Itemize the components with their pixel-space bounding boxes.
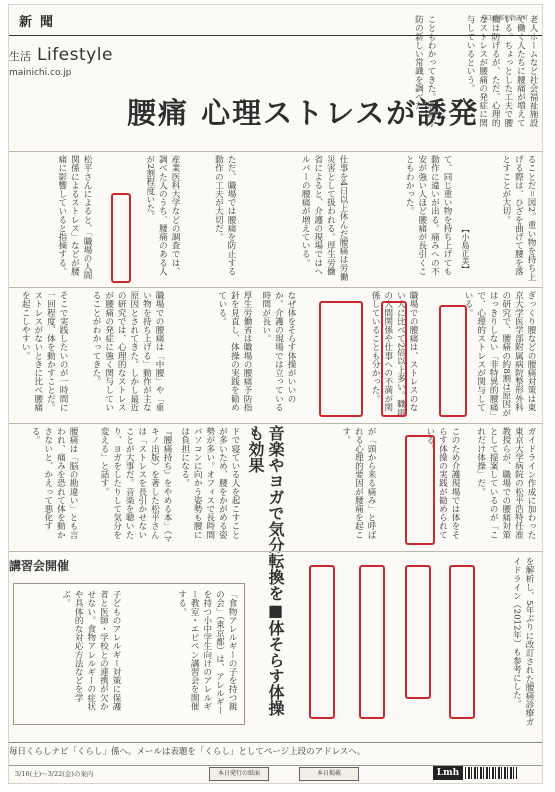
edition-note: 第3種郵便物認可: [482, 15, 528, 22]
footer-rule: [9, 742, 542, 743]
masthead: 新聞: [19, 15, 62, 30]
highlight-mark: [319, 301, 363, 417]
lead-paragraph-1: 老人ホームなど社会福祉施設で働く人たちに腰痛が増えている。ちょっとした工夫で腰痛は防げるが、ただ、心理的なストレスが腰痛の発症に関与しているという。: [465, 15, 538, 127]
column-rule-4: [9, 551, 542, 552]
newspaper-page: [8, 4, 543, 784]
lecture-notice-text-2: 子どものアレルギー対策に保護者と医師・学校との連携が欠かせない。食物アレルギーの症状や具体的な対応方法などを学ぶ。: [60, 590, 121, 711]
body-paragraph-4: 産業医科大学などの調査では、調べた人のうち、腰痛のある人が2割程度いた。: [144, 155, 180, 276]
section-category: 生活: [9, 50, 31, 63]
highlight-mark: [359, 565, 385, 719]
ad-box-1: 本日発行の紙面: [209, 767, 269, 781]
section-header: [9, 45, 113, 65]
body-paragraph-15: このため介護現場では体をそらす体操の実践が勧められている。: [424, 427, 460, 539]
body-paragraph-11: 『腰痛持ち』をやめる本」（マキノ出版）を著した松平さんは「ストレスを長引かせないことが大事だ。音楽を聴いたり、ヨガをしたりして気分を変える」と話す。: [99, 427, 172, 544]
body-paragraph-8: 厚生労働省は職場の腰痛予防指針を見直し、体操の実践を勧めている。: [216, 291, 252, 412]
body-paragraph-5: 松平さんによると、「職場の人間関係によるストレス」などが腰痛に影響していると指摘する。: [56, 155, 92, 280]
ad-box-2: 本日掲載: [299, 767, 359, 781]
lecture-notice-text-1: 「食物アレルギーの子を持つ親の会」（東京都）は、アレルギーを持つ小中学生向けのアレルギー教室・エピペン講習会を開催する。: [176, 590, 237, 715]
highlight-mark: [405, 565, 431, 699]
lead-paragraph-2: こともわかってきた。腰痛予防の新しい常識を調べた。: [413, 15, 436, 127]
body-paragraph-18: ガイドライン作成に加わった東京大学病院の松平浩特任准教授らが、職場での腰痛対策として提案しているのが「これだけ体操」だ。: [475, 427, 536, 539]
schedule-note: 3/16(土)～3/22(金)の案内: [15, 770, 94, 778]
column-rule-3: [9, 423, 542, 424]
byline: 【小島正美】: [461, 225, 470, 273]
highlight-mark: [439, 305, 467, 417]
highlight-mark: [111, 193, 131, 283]
footer-contact: 毎日くらしナビ「くらし」係へ。メールは表題を「くらし」としてページ上段のアドレスへ。: [9, 747, 366, 757]
article-headline: 腰痛 心理ストレスが誘発: [127, 96, 480, 130]
body-paragraph-17: ぎっくり腰などの腰痛対策は東京大学医学部附属病院整形外科の研究で、腰痛の約8割は原因がはっきりしない「非特異的腰痛」で、心理的ストレスが関与している。: [463, 291, 536, 417]
body-paragraph-16: ることだ＝図2。重い物を持ち上げる際は、ひざを曲げて腰を落とすことが大切。: [500, 155, 536, 281]
body-paragraph-9: なぜ体をそらす体操がいいのか。介護の現場では立っている時間が長い。: [260, 291, 296, 412]
body-paragraph-13: 腰痛は「脳の勘違い」とも言われ、痛みを恐れて体を動かさないと、かえって悪化する。: [30, 427, 78, 539]
column-rule-1: [9, 151, 542, 152]
logo: Lmh: [433, 766, 463, 780]
lecture-notice-box: [13, 583, 245, 725]
body-paragraph-7: て、同じ重い物を持ち上げても動作に違いが出る。痛みへの不安が強い人ほど腰痛が長引くこともわかった。: [404, 155, 452, 276]
article-subhead: 音楽やヨガで気分転換を■体そらす体操も効果: [246, 425, 285, 716]
barcode: [465, 767, 517, 779]
body-paragraph-2: 職場での腰痛は「中腰」や「重い物を持ち上げる」動作が主な原因とされてきた。しかし最近の研究では、心理的なストレスが腰痛の発症に強く関与していることがわかってきた。: [91, 291, 164, 412]
highlight-mark: [309, 565, 335, 719]
body-paragraph-12: が「頭から来る痛み」と呼ばれる心理的要因が腰痛を起こす。: [340, 427, 376, 539]
body-paragraph-10: ドで寝ている人を起こすことが多いため、腰をかがめる姿勢が多い。オフィスで長時間パソコンに向かう姿勢も腰には負担になる。: [179, 427, 240, 539]
section-name: Lifestyle: [37, 45, 113, 65]
lecture-heading: 講習会開催: [9, 559, 70, 573]
body-paragraph-6: そこで実践したいのが一時間に一回程度、体を動かすことだ。ストレスがないときに比べ腰痛を起こしやすい。: [20, 291, 68, 412]
body-paragraph-19: を解析し、5年ぶりに改訂された腰痛診療ガイドライン（2012年）も参考にした。: [511, 557, 534, 726]
highlight-mark: [381, 301, 407, 417]
website-url[interactable]: mainichi.co.jp: [9, 68, 72, 78]
highlight-mark: [405, 435, 435, 545]
column-rule-2: [9, 287, 542, 288]
body-paragraph-14: 職場での腰痛は、ストレスのない人に比べて2倍以上多い。職場の人間関係や仕事への不満が関係していることも分かった。: [370, 291, 418, 417]
body-paragraph-3: ただ、職場では腰痛を防止する動作の工夫が大切だ。: [213, 155, 236, 276]
highlight-mark: [449, 565, 475, 719]
body-paragraph-1: 仕事を4日以上休んだ腰痛は労働災害として扱われる。厚生労働省によると、介護の現場ではヘルパーの腰痛が増えている。: [300, 155, 348, 281]
